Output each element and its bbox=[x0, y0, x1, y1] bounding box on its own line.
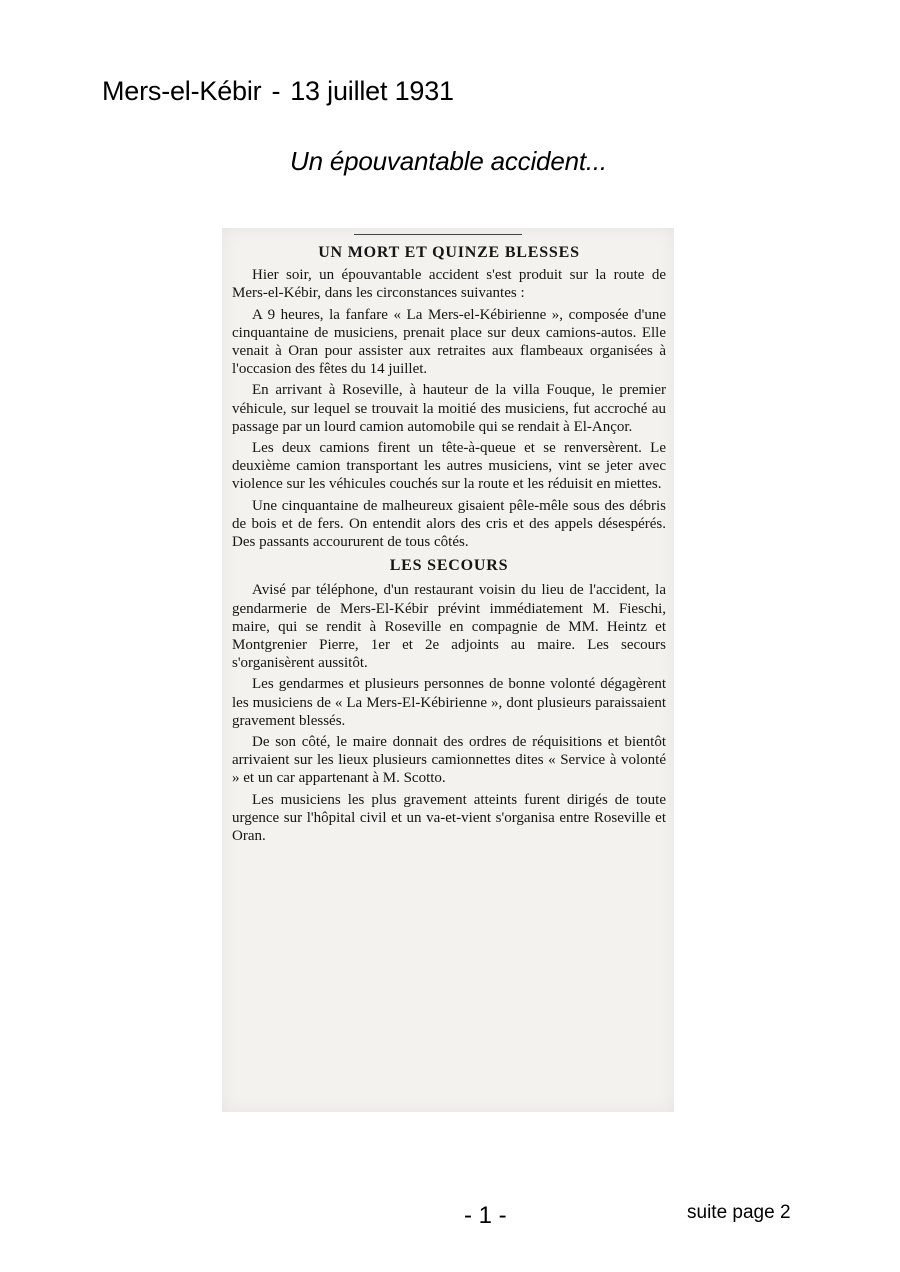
article-body bbox=[232, 240, 666, 848]
page-number: - 1 - bbox=[464, 1202, 507, 1229]
article-subheading: LES SECOURS bbox=[389, 557, 509, 575]
article-paragraph: Une cinquantaine de malheureux gisaient pêle-mêle sous des débris de bois et de fers. On entendit alors des cris et des appels désespérés. Des passants accoururent de tous côtés. bbox=[232, 497, 666, 551]
article-headline: UN MORT ET QUINZE BLESSES bbox=[318, 244, 580, 261]
article-paragraph: Avisé par téléphone, d'un restaurant voisin du lieu de l'accident, la gendarmerie de Mers-El-Kébir prévint immédiatement M. Fieschi, maire, qui se rendit à Roseville en compagnie de MM. Heintz et Montgrenier Pierre, 1er et 2e adjoints au maire. Les secours s'organisèrent aussitôt. bbox=[232, 582, 666, 672]
clipping-top-rule bbox=[354, 234, 522, 235]
article-paragraph: Les deux camions firent un tête-à-queue et se renversèrent. Le deuxième camion transportant les autres musiciens, vint se jeter avec violence sur les véhicules couchés sur la route et les réduisit en miettes. bbox=[232, 440, 666, 493]
article-paragraph: En arrivant à Roseville, à hauteur de la villa Fouque, le premier véhicule, sur lequel se trouvait la moitié des musiciens, fut accroché au passage par un lourd camion automobile qui se rendait à El-Ançor. bbox=[232, 382, 666, 435]
article-paragraph: Les musiciens les plus gravement atteints furent dirigés de toute urgence sur l'hôpital civil et un va-et-vient s'organisa entre Roseville et Oran. bbox=[232, 791, 666, 845]
article-paragraph: Les gendarmes et plusieurs personnes de bonne volonté dégagèrent les musiciens de « La Mers-El-Kébirienne », dont plusieurs paraissaient gravement blessés. bbox=[232, 676, 666, 729]
header-place: Mers-el-Kébir bbox=[102, 76, 262, 106]
header-date: 13 juillet 1931 bbox=[290, 76, 454, 106]
header-separator: - bbox=[271, 76, 281, 106]
page-header bbox=[102, 76, 454, 107]
continued-note: suite page 2 bbox=[687, 1202, 791, 1223]
newspaper-clipping bbox=[222, 228, 674, 1112]
article-paragraph: Hier soir, un épouvantable accident s'est produit sur la route de Mers-el-Kébir, dans les circonstances suivantes : bbox=[232, 267, 666, 302]
article-paragraph: De son côté, le maire donnait des ordres de réquisitions et bientôt arrivaient sur les lieux plusieurs camionnettes dites « Service à volonté » et un car appartenant à M. Scotto. bbox=[232, 734, 666, 787]
article-paragraph: A 9 heures, la fanfare « La Mers-el-Kébirienne », composée d'une cinquantaine de musiciens, prenait place sur deux camions-autos. Elle venait à Oran pour assister aux retraites aux flambeaux organisées à l'occasion des fêtes du 14 juillet. bbox=[232, 306, 666, 378]
page-subtitle: Un épouvantable accident... bbox=[290, 146, 607, 176]
